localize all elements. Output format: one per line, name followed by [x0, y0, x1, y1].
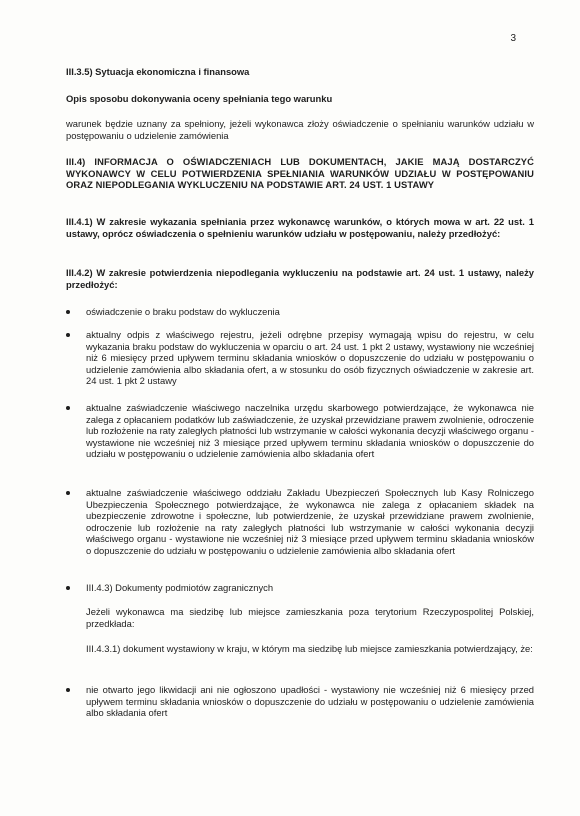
iii42-heading: III.4.2) W zakresie potwierdzenia niepodlegania wykluczeniu na podstawie art. 24 ust. 1 ustawy, należy przedłożyć: — [66, 267, 534, 290]
assessment-text: warunek będzie uznany za spełniony, jeżeli wykonawca złoży oświadczenie o spełnianiu warunków udziału w postępowaniu o udzielenie zamówienia — [66, 118, 534, 141]
foreign-intro: Jeżeli wykonawca ma siedzibę lub miejsce zamieszkania poza terytorium Rzeczypospolitej Polskiej, przedkłada: — [86, 606, 534, 629]
bullet-icon — [66, 333, 70, 337]
iii41-heading: III.4.1) W zakresie wykazania spełniania przez wykonawcę warunków, o których mowa w art. 22 ust. 1 ustawy, oprócz oświadczenia o spełnieniu warunków udziału w postępowaniu, należy przedłożyć: — [66, 216, 534, 239]
info-heading: III.4) INFORMACJA O OŚWIADCZENIACH LUB DOKUMENTACH, JAKIE MAJĄ DOSTARCZYĆ WYKONAWCY W CELU POTWIERDZENIA SPEŁNIANIA WARUNKÓW UDZIAŁU W POSTĘPOWANIU ORAZ NIEPODLEGANIA WYKLUCZENIU NA PODSTAWIE ART. 24 UST. 1 USTAWY — [66, 156, 534, 191]
section-title: III.3.5) Sytuacja ekonomiczna i finansowa — [66, 66, 250, 77]
bullet-icon — [66, 688, 70, 692]
document-page: 3 III.3.5) Sytuacja ekonomiczna i finansowa Opis sposobu dokonywania oceny spełniania tego warunku warunek będzie uznany za spełniony, jeżeli wykonawca złoży oświadczenie o spełnianiu warunków udziału w postępowaniu o udzielenie zamówienia III.4) INFORMACJA O OŚWIADCZENIACH LUB DOKUMENTACH, JAKIE MAJĄ DOSTARCZYĆ WYKONAWCY W CELU POTWIERDZENIA SPEŁNIANIA WARUNKÓW UDZIAŁU W POSTĘPOWANIU ORAZ NIEPODLEGANIA WYKLUCZENIU NA PODSTAWIE ART. 24 UST. 1 USTAWY III.4.1) W zakresie wykazania spełniania przez wykonawcę warunków, o których mowa w art. 22 ust. 1 ustawy, oprócz oświadczenia o spełnieniu warunków udziału w postępowaniu, należy przedłożyć: III.4.2) W zakresie potwierdzenia niepodlegania wykluczeniu na podstawie art. 24 ust. 1 ustawy, należy przedłożyć: oświadczenie o braku podstaw do wykluczenia aktualny odpis z właściwego rejestru, jeżeli odrębne przepisy wymagają wpisu do rejestru, w celu wykazania braku podstaw do wykluczenia w oparciu o art. 24 ust. 1 pkt 2 ustawy, wystawiony nie wcześniej niż 6 miesięcy przed upływem terminu składania wniosków o dopuszczenie do udziału w postępowaniu o udzielenie zamówienia albo składania ofert, a w stosunku do osób fizycznych oświadczenie w zakresie art. 24 ust. 1 pkt 2 ustawy aktualne zaświadczenie właściwego naczelnika urzędu skarbowego potwierdzające, że wykonawca nie zalega z opłacaniem podatków lub zaświadczenie, że uzyskał przewidziane prawem zwolnienie, odroczenie lub rozłożenie na raty zaległych płatności lub wstrzymanie w całości wykonania decyzji właściwego organu - wystawione nie wcześniej niż 3 miesiące przed upływem terminu składania wniosków o dopuszczenie do udziału w postępowaniu o udzielenie zamówienia albo składania ofert aktualne zaświadczenie właściwego oddziału Zakładu Ubezpieczeń Społecznych lub Kasy Rolniczego Ubezpieczenia Społecznego potwierdzające, że wykonawca nie zalega z opłacaniem składek na ubezpieczenie zdrowotne i społeczne, lub potwierdzenie, że uzyskał przewidziane prawem zwolnienie, odroczenie lub rozłożenie na raty zaległych płatności lub wstrzymanie w całości wykonania decyzji właściwego organu - wystawione nie wcześniej niż 3 miesiące przed upływem terminu składania wniosków o dopuszczenie do udziału w postępowaniu o udzielenie zamówienia albo składania ofert III.4.3) Dokumenty podmiotów zagranicznych Jeżeli wykonawca ma siedzibę lub miejsce zamieszkania poza terytorium Rzeczypospolitej Polskiej, przedkłada: III.4.3.1) dokument wystawiony w kraju, w którym ma siedzibę lub miejsce zamieszkania potwierdzający, że: nie otwarto jego likwidacji ani nie ogłoszono upadłości - wystawiony nie wcześniej niż 6 miesięcy przed upływem terminu składania wniosków o dopuszczenie do udziału w postępowaniu o udzielenie zamówienia albo składania ofert — [66, 33, 534, 719]
bullet-icon — [66, 406, 70, 410]
foreign-item: III.4.3.1) dokument wystawiony w kraju, w którym ma siedzibę lub miejsce zamieszkania potwierdzający, że: — [86, 643, 533, 654]
page-number: 3 — [510, 33, 516, 44]
bullet-icon — [66, 491, 70, 495]
assessment-heading: Opis sposobu dokonywania oceny spełniania tego warunku — [66, 93, 333, 104]
bullet-icon — [66, 586, 70, 590]
bullet-icon — [66, 310, 70, 314]
